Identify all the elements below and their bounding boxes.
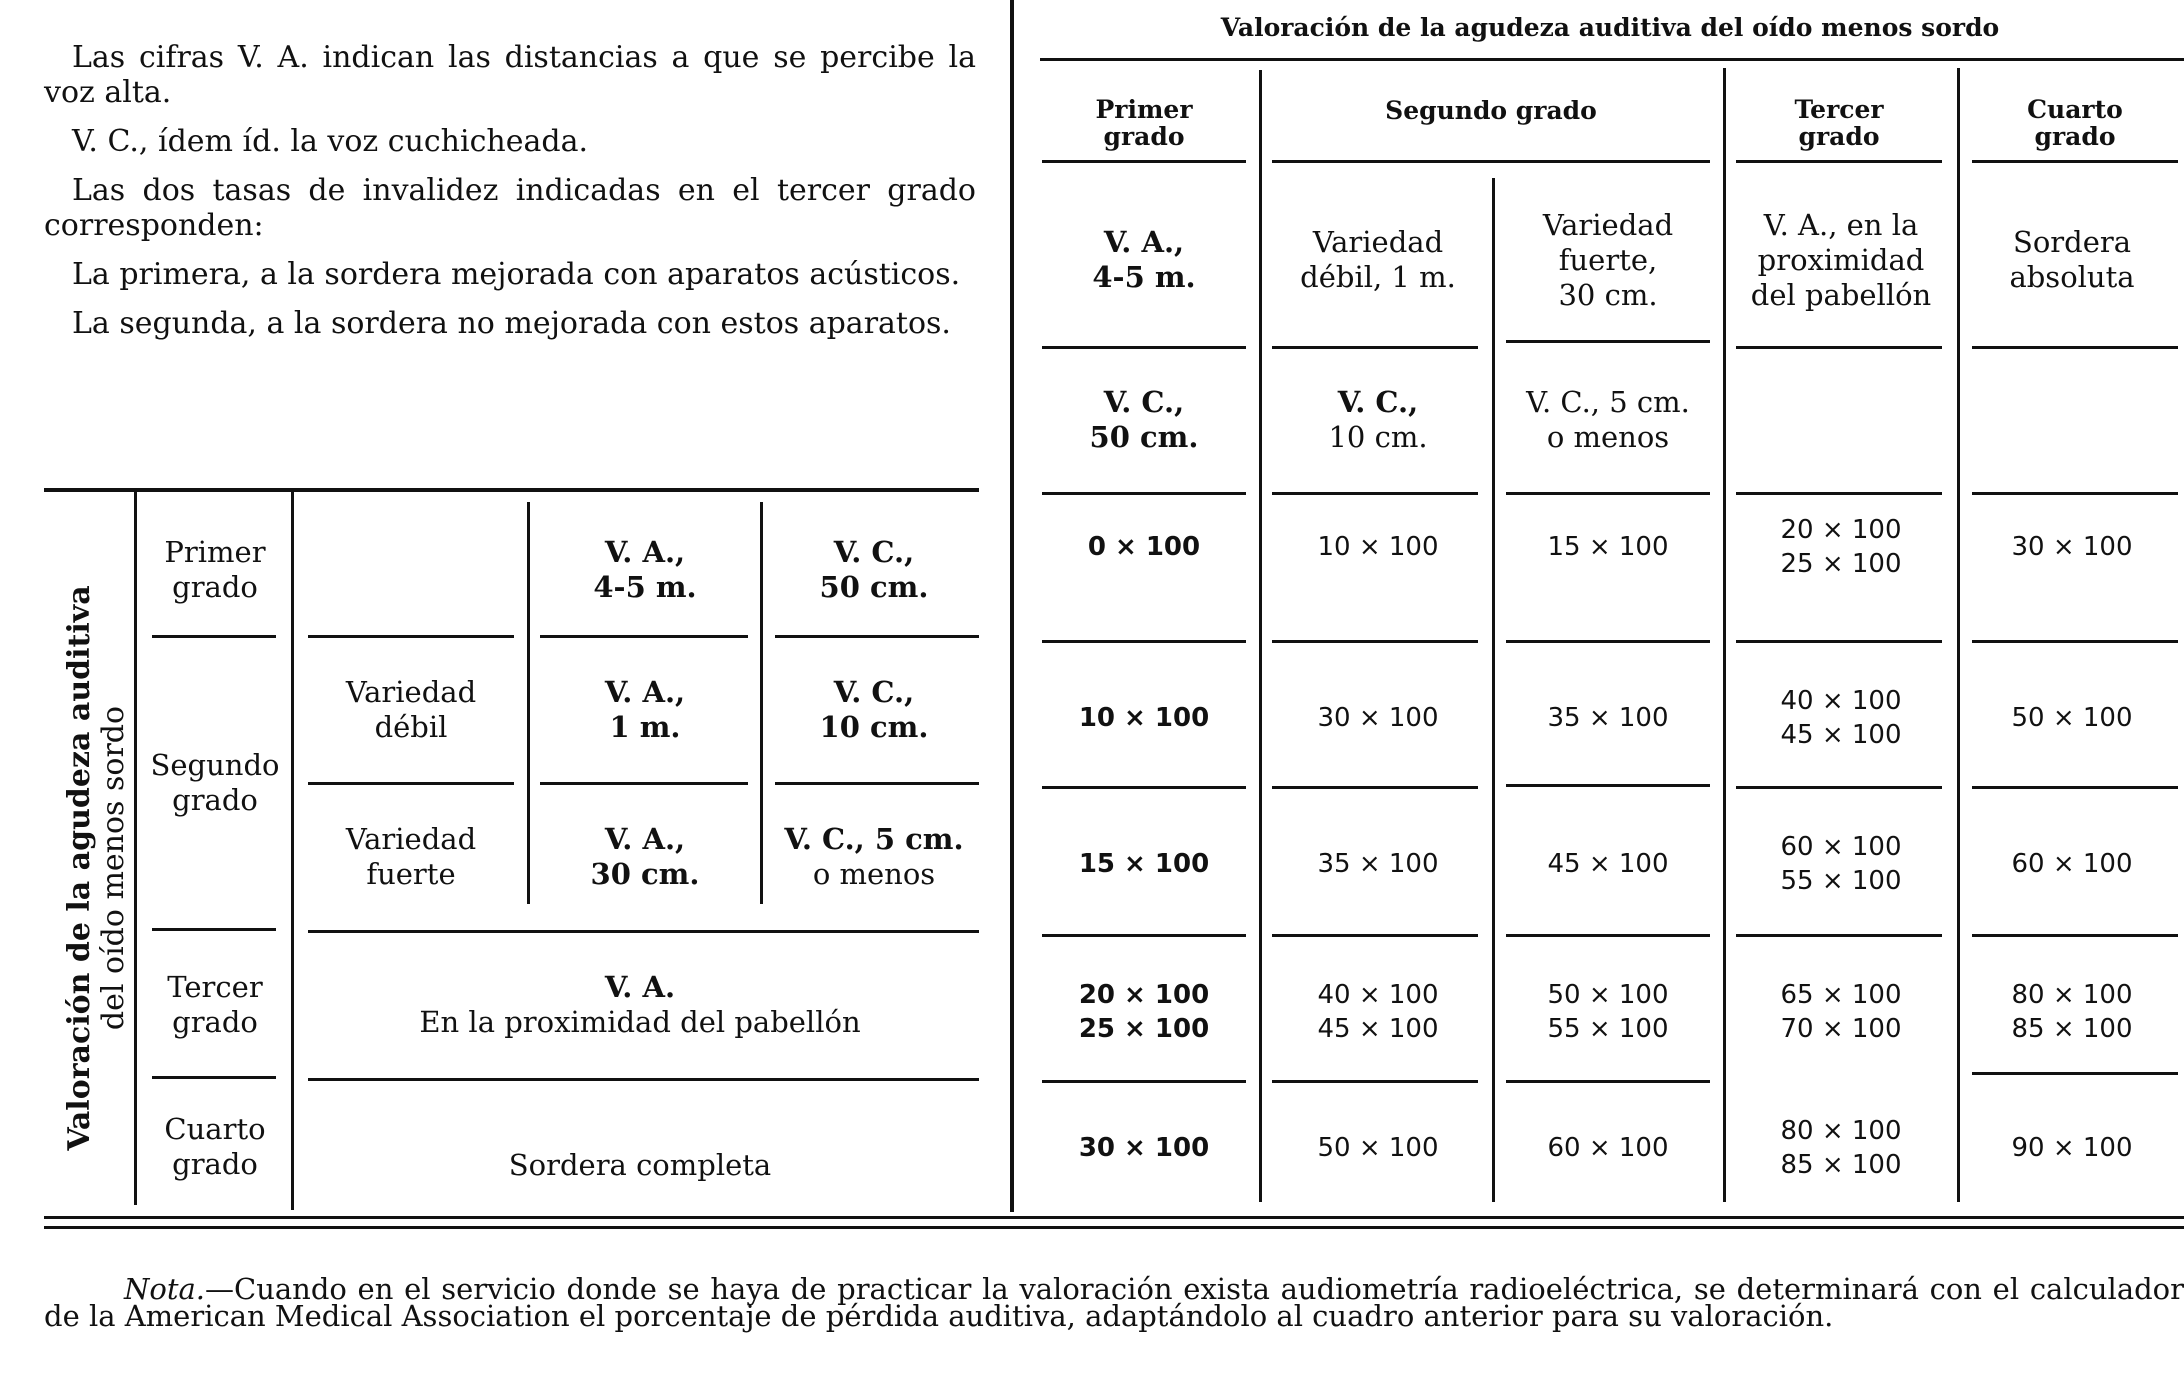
table-rule [1736, 934, 1942, 937]
rating-value: 70 × 100 [1780, 1014, 1902, 1044]
rating-cell [1496, 1088, 1720, 1208]
table-rule [1736, 346, 1942, 349]
intro-paragraph: Las dos tasas de invalidez indicadas en el tercer grado corresponden: [44, 173, 976, 243]
table-rule [1506, 640, 1710, 643]
table-rule [1042, 346, 1246, 349]
header-cuarto: Cuarto grado [2027, 95, 2123, 151]
table-rule [1042, 492, 1246, 495]
rating-cell [1042, 648, 1246, 788]
header-tercer: Tercer grado [1794, 95, 1884, 151]
va-cell-fuerte: V. A., 30 cm. [590, 822, 700, 891]
vc-header-primer: V. C., 50 cm. [1089, 385, 1199, 454]
rating-value: 30 × 100 [1317, 703, 1439, 733]
table-rule [1272, 346, 1478, 349]
table-rule [760, 502, 763, 904]
rating-cell [1962, 794, 2182, 934]
rating-value: 40 × 100 [1780, 686, 1902, 716]
rating-value: 30 × 100 [2011, 532, 2133, 562]
grade-label-primer: Primer grado [164, 535, 266, 604]
rating-value: 60 × 100 [2011, 849, 2133, 879]
rating-cell [1962, 1088, 2182, 1208]
table-rule [1506, 934, 1710, 937]
bottom-rule [44, 1226, 2184, 1229]
rating-value: 60 × 100 [1780, 832, 1902, 862]
va-cell-primer: V. A., 4-5 m. [593, 535, 697, 604]
table-rule [1736, 640, 1942, 643]
rating-cell [1496, 794, 1720, 934]
footnote-text: —Cuando en el servicio donde se haya de practicar la valoración exista audiometría radioeléctrica, se determinará con el calculador de la American Medical Association el porcentaje de pérdida auditiva, adaptándolo al cuadro anterior para su valoración. [44, 1272, 2184, 1333]
table-rule [308, 635, 514, 638]
rating-cell [1042, 1088, 1246, 1208]
table-rule [1272, 492, 1478, 495]
side-label-line: Valoración de la agudeza auditiva [62, 585, 97, 1151]
va-header-cuarto: Sordera absoluta [2009, 225, 2135, 294]
rating-cell [1962, 942, 2182, 1082]
table-rule [1042, 160, 1246, 163]
vc-header-fuerte: V. C., 5 cm. o menos [1526, 385, 1690, 454]
header-segundo: Segundo grado [1385, 95, 1597, 125]
cuarto-description: Sordera completa [508, 1147, 772, 1182]
rating-value: 80 × 100 [2011, 980, 2133, 1010]
rating-cell [1728, 500, 1954, 594]
table-rule [1259, 70, 1262, 1202]
rating-value: 50 × 100 [1547, 980, 1669, 1010]
table-rule [775, 635, 979, 638]
table-rule [775, 782, 979, 785]
side-label [47, 508, 147, 1228]
table-rule [1040, 58, 2184, 61]
table-rule [1272, 640, 1478, 643]
tercer-description: V. A. En la proximidad del pabellón [419, 970, 861, 1039]
rating-cell [1728, 648, 1954, 788]
table-rule [291, 490, 294, 1210]
rating-value: 30 × 100 [1078, 1133, 1210, 1163]
rating-value: 45 × 100 [1780, 720, 1902, 750]
bottom-rule [44, 1216, 2184, 1219]
rating-value: 50 × 100 [2011, 703, 2133, 733]
table-rule [1042, 934, 1246, 937]
rating-value: 25 × 100 [1078, 1014, 1210, 1044]
va-header-primer: V. A., 4-5 m. [1092, 225, 1196, 294]
vc-cell-debil: V. C., 10 cm. [819, 675, 929, 744]
intro-paragraph: V. C., ídem íd. la voz cuchicheada. [72, 124, 588, 159]
rating-value: 15 × 100 [1078, 849, 1210, 879]
rating-value: 85 × 100 [2011, 1014, 2133, 1044]
rating-cell [1962, 648, 2182, 788]
rating-cell [1042, 500, 1246, 594]
rating-value: 35 × 100 [1547, 703, 1669, 733]
rating-cell [1266, 942, 1490, 1082]
vc-cell-fuerte: V. C., 5 cm. o menos [784, 822, 964, 891]
va-header-tercer: V. A., en la proximidad del pabellón [1750, 207, 1932, 312]
rating-value: 20 × 100 [1780, 515, 1902, 545]
footnote-label: Nota. [124, 1272, 205, 1306]
table-rule [44, 488, 979, 492]
va-header-fuerte: Variedad fuerte, 30 cm. [1542, 207, 1674, 312]
rating-cell [1266, 1088, 1490, 1208]
table-rule [1492, 178, 1495, 1202]
side-label-line: del oído menos sordo [96, 705, 131, 1031]
table-rule [308, 1078, 979, 1081]
intro-paragraph: La primera, a la sordera mejorada con aparatos acústicos. [72, 257, 961, 292]
table-rule [1723, 68, 1726, 1202]
rating-value: 85 × 100 [1780, 1150, 1902, 1180]
rating-cell [1728, 794, 1954, 934]
rating-cell [1962, 500, 2182, 594]
table-rule [1042, 640, 1246, 643]
variety-cell-debil: Variedad débil [345, 675, 477, 744]
grade-label-tercer: Tercer grado [167, 970, 263, 1039]
rating-value: 20 × 100 [1078, 980, 1210, 1010]
rating-value: 65 × 100 [1780, 980, 1902, 1010]
table-rule [152, 635, 276, 638]
table-rule [1736, 492, 1942, 495]
table-rule [1972, 346, 2178, 349]
table-rule [152, 1076, 276, 1079]
variety-cell-fuerte: Variedad fuerte [345, 822, 477, 891]
table-rule [1506, 492, 1710, 495]
table-rule [1972, 492, 2178, 495]
rating-cell [1266, 794, 1490, 934]
table-rule [1957, 68, 1960, 1202]
table-rule [540, 635, 748, 638]
table-rule [1972, 934, 2178, 937]
rating-value: 40 × 100 [1317, 980, 1439, 1010]
rating-cell [1496, 942, 1720, 1082]
rating-value: 80 × 100 [1780, 1116, 1902, 1146]
intro-text [44, 40, 976, 341]
rating-value: 55 × 100 [1780, 866, 1902, 896]
rating-cell [1728, 1088, 1954, 1208]
rating-value: 15 × 100 [1547, 532, 1669, 562]
table-rule [308, 782, 514, 785]
rating-value: 10 × 100 [1317, 532, 1439, 562]
rating-cell [1042, 794, 1246, 934]
right-table-title: Valoración de la agudeza auditiva del oído menos sordo [1220, 13, 2000, 42]
vc-cell-primer: V. C., 50 cm. [819, 535, 929, 604]
rating-value: 45 × 100 [1547, 849, 1669, 879]
rating-cell [1496, 500, 1720, 594]
rating-value: 90 × 100 [2011, 1133, 2133, 1163]
table-rule [1972, 640, 2178, 643]
grade-label-cuarto: Cuarto grado [164, 1112, 266, 1181]
table-rule [308, 930, 979, 933]
table-rule [1272, 934, 1478, 937]
rating-value: 45 × 100 [1317, 1014, 1439, 1044]
rating-cell [1266, 500, 1490, 594]
table-rule [1736, 160, 1942, 163]
vc-header-debil: V. C., 10 cm. [1328, 385, 1428, 454]
rating-value: 35 × 100 [1317, 849, 1439, 879]
header-primer: Primer grado [1095, 95, 1193, 151]
table-rule [540, 782, 748, 785]
rating-value: 0 × 100 [1087, 532, 1201, 562]
rating-value: 60 × 100 [1547, 1133, 1669, 1163]
rating-value: 25 × 100 [1780, 549, 1902, 579]
table-rule [152, 928, 276, 931]
table-rule [1272, 160, 1710, 163]
grade-label-segundo: Segundo grado [150, 747, 280, 817]
rating-cell [1496, 648, 1720, 788]
intro-paragraph: Las cifras V. A. indican las distancias a que se percibe la voz alta. [44, 40, 976, 110]
table-rule [1506, 340, 1710, 343]
intro-paragraph: La segunda, a la sordera no mejorada con estos aparatos. [72, 306, 951, 341]
rating-cell [1728, 942, 1954, 1082]
va-header-debil: Variedad débil, 1 m. [1300, 225, 1456, 294]
rating-value: 10 × 100 [1078, 703, 1210, 733]
table-rule [1972, 160, 2178, 163]
rating-value: 50 × 100 [1317, 1133, 1439, 1163]
column-divider [1010, 0, 1014, 1212]
rating-cell [1266, 648, 1490, 788]
rating-cell [1042, 942, 1246, 1082]
rating-value: 55 × 100 [1547, 1014, 1669, 1044]
footnote [44, 1272, 2184, 1333]
va-cell-debil: V. A., 1 m. [604, 675, 686, 744]
